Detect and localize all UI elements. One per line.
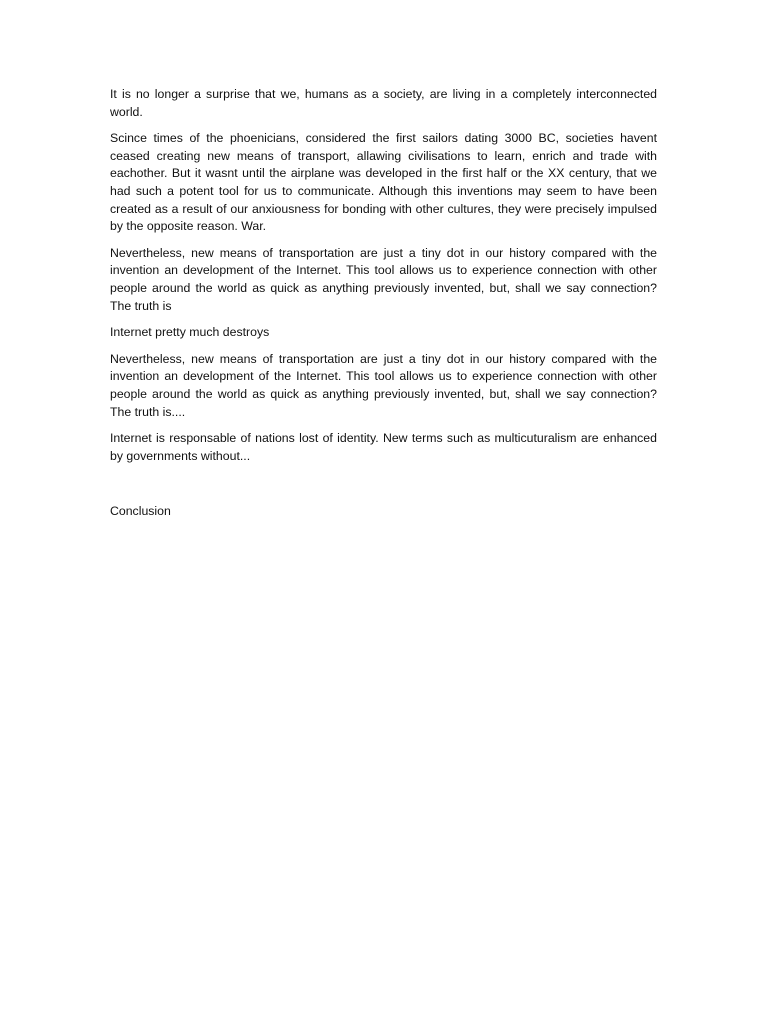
- paragraph-intro: It is no longer a surprise that we, humans as a society, are living in a completely interconnected world.: [110, 87, 657, 119]
- paragraph-internet-repeat: Nevertheless, new means of transportation are just a tiny dot in our history compared with the invention an development of the Internet. This tool allows us to experience connection with other people around the world as quick as anything previously invented, but, shall we say connection? The truth is....: [110, 351, 657, 419]
- document-body: [110, 86, 657, 474]
- conclusion-heading: Conclusion: [110, 504, 171, 518]
- paragraph-history: Scince times of the phoenicians, considered the first sailors dating 3000 BC, societies havent ceased creating new means of transport, allawing civilisations to learn, enrich and trade with eachother. But it wasnt until the airplane was developed in the first half or the XX century, that we had such a potent tool for us to communicate. Although this inventions may seem to have been created as a result of our anxiousness for bonding with other cultures, they were precisely impulsed by the opposite reason. War.: [110, 131, 657, 234]
- paragraph-internet: Nevertheless, new means of transportation are just a tiny dot in our history compared with the invention an development of the Internet. This tool allows us to experience connection with other people around the world as quick as anything previously invented, but, shall we say connection? The truth is: [110, 245, 657, 313]
- paragraph-identity: Internet is responsable of nations lost of identity. New terms such as multicuturalism are enhanced by governments without...: [110, 431, 657, 463]
- paragraph-destroys: Internet pretty much destroys: [110, 325, 270, 340]
